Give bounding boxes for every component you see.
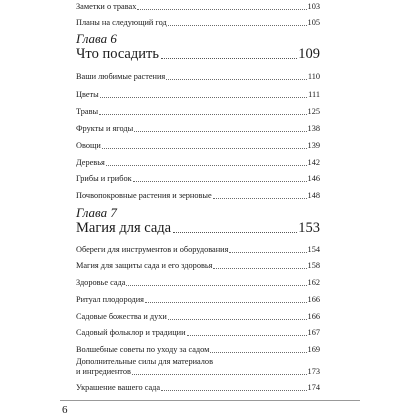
entry-title: Магия для защиты сада и его здоровья [76,261,213,270]
entry-title: Овощи [76,141,101,150]
toc-entry[interactable] [76,158,320,168]
dot-leader [133,181,307,182]
dot-leader [161,58,297,59]
entry-page: 174 [307,383,320,392]
toc-entry[interactable] [76,312,320,322]
entry-title: Почвопокровные растения и зерновые [76,191,212,200]
page-number: 6 [62,404,68,416]
entry-page: 148 [307,191,320,200]
entry-title-continued: и ингредиентов [76,367,131,376]
entry-title: Деревья [76,158,105,167]
entry-page: 110 [307,72,320,81]
entry-title: Грибы и грибок [76,174,132,183]
toc-entry[interactable] [76,328,320,338]
dot-leader [166,79,307,80]
dot-leader [213,198,307,199]
entry-title: Травы [76,107,99,116]
dot-leader [187,335,307,336]
toc-entry[interactable] [76,72,320,82]
dot-leader [100,97,307,98]
toc-entry[interactable] [76,191,320,201]
dot-leader [132,374,307,375]
dot-leader [134,131,306,132]
dot-leader [137,9,306,10]
entry-page: 111 [308,90,320,99]
chapter-6-heading[interactable] [76,46,320,62]
entry-title: Цветы [76,90,99,99]
entry-title: Здоровье сада [76,278,126,287]
dot-leader [99,114,306,115]
toc-entry[interactable] [76,90,320,100]
entry-title: Фрукты и ягоды [76,124,134,133]
toc-entry[interactable] [76,278,320,288]
chapter-6-page: 109 [298,46,320,62]
chapter-7-label: Глава 7 [76,205,117,220]
dot-leader [106,165,307,166]
entry-page: 142 [307,158,320,167]
toc-entry[interactable] [76,383,320,393]
chapter-7-heading[interactable] [76,220,320,236]
entry-title: Дополнительные силы для материалов [76,357,213,366]
dot-leader [168,25,307,26]
entry-line-2 [76,367,320,377]
entry-title: Волшебные советы по уходу за садом [76,345,210,354]
dot-leader [229,252,306,253]
chapter-7-title: Магия для сада [76,220,172,236]
dot-leader [126,285,306,286]
entry-page: 154 [307,245,320,254]
footer-rule [60,400,360,401]
toc-entry[interactable] [76,261,320,271]
entry-line-1 [76,357,320,367]
toc-entry[interactable] [76,18,320,28]
entry-page: 105 [307,18,320,27]
chapter-6-title: Что посадить [76,46,159,62]
toc-entry[interactable] [76,2,320,12]
entry-page: 138 [307,124,320,133]
entry-title: Заметки о травах [76,2,137,11]
toc-entry[interactable] [76,124,320,134]
toc-entry[interactable] [76,345,320,355]
entry-page: 103 [307,2,320,11]
dot-leader [161,390,306,391]
entry-page: 125 [307,107,320,116]
entry-title: Ритуал плодородия [76,295,144,304]
entry-title: Садовые божества и духи [76,312,167,321]
entry-page: 139 [307,141,320,150]
dot-leader [210,352,306,353]
entry-page: 166 [307,295,320,304]
dot-leader [213,268,306,269]
toc-entry[interactable] [76,295,320,305]
entry-title: Садовый фольклор и традиции [76,328,186,337]
dot-leader [102,148,307,149]
entry-page: 173 [307,367,320,376]
entry-title: Украшение вашего сада [76,383,161,392]
toc-entry[interactable] [76,174,320,184]
entry-page: 167 [307,328,320,337]
entry-title: Обереги для инструментов и оборудования [76,245,229,254]
entry-page: 146 [307,174,320,183]
dot-leader [173,232,297,233]
toc-entry[interactable] [76,357,320,377]
chapter-6-label: Глава 6 [76,31,117,46]
toc-entry[interactable] [76,107,320,117]
toc-entry[interactable] [76,245,320,255]
entry-page: 162 [307,278,320,287]
entry-title: Ваши любимые растения [76,72,166,81]
entry-title: Планы на следующий год [76,18,167,27]
chapter-7-page: 153 [298,220,320,236]
dot-leader [145,302,307,303]
toc-entry[interactable] [76,141,320,151]
entry-page: 158 [307,261,320,270]
dot-leader [168,319,307,320]
entry-page: 166 [307,312,320,321]
entry-page: 169 [307,345,320,354]
